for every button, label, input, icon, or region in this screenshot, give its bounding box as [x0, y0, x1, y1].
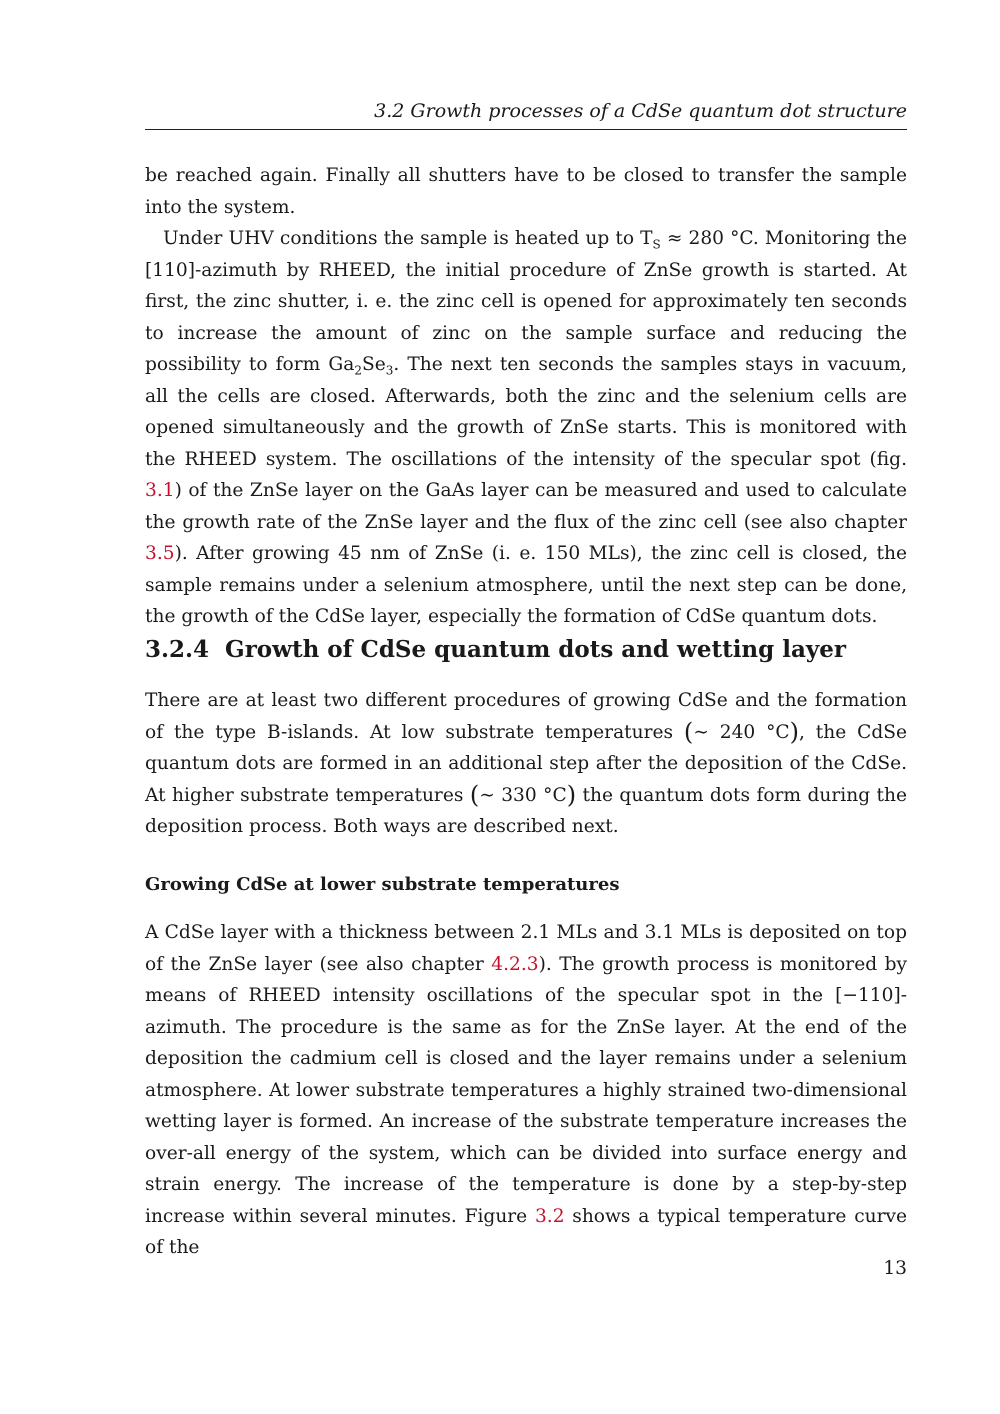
p2-text-4: ) of the ZnSe layer on the GaAs layer can be measured and used to calculate the growth rate of the ZnSe layer and the flux of the zinc cell (see also chapter	[145, 480, 907, 533]
ga-symbol: Ga	[328, 354, 355, 375]
paragraph-3	[145, 685, 907, 843]
p4-text-1: A CdSe layer with a thickness between 2.1 MLs and 3.1 MLs is deposited on top of the ZnSe layer (see also chapter	[145, 922, 907, 975]
p2-text-3: . The next ten seconds the samples stays in vacuum, all the cells are closed. Afterwards, both the zinc and the selenium cells are opened simultaneously and the growth of ZnSe starts. This is monitored with the RHEED system. The oscillations of the intensity of the specular spot (fig.	[145, 354, 907, 470]
se-symbol: Se	[361, 354, 386, 375]
paragraph-4	[145, 917, 907, 1264]
p2-text-2: ≈ 280 °C. Monitoring the [110]-azimuth by RHEED, the initial procedure of ZnSe growth is started. At first, the zinc shutter, i. e. the zinc cell is opened for approximately ten seconds to increase the amount of zinc on the sample surface and reducing the possibility to form	[145, 228, 907, 375]
left-paren-1: (	[683, 717, 694, 746]
chapter-ref-4-2-3[interactable]: 4.2.3	[491, 953, 539, 975]
page-number: 13	[883, 1258, 907, 1279]
p4-text-3: shows a typical temperature curve of the	[145, 1205, 907, 1258]
temperature-low: ∼ 240 °C	[693, 721, 790, 743]
ts-subscript: S	[652, 237, 661, 252]
p2-text-1: Under UHV conditions the sample is heated up to T	[163, 228, 653, 249]
p4-text-2: ). The growth process is monitored by means of RHEED intensity oscillations of the specular spot in the [−110]-azimuth. The procedure is the same as for the ZnSe layer. At the end of the deposition the cadmium cell is closed and the layer remains under a selenium atmosphere. At lower substrate temperatures a highly strained two-dimensional wetting layer is formed. An increase of the substrate temperature increases the over-all energy of the system, which can be divided into surface energy and strain energy. The increase of the temperature is done by a step-by-step increase within several minutes. Figure	[145, 953, 907, 1227]
left-paren-2: (	[469, 780, 480, 809]
ga-subscript: 2	[354, 363, 362, 378]
paragraph-1: be reached again. Finally all shutters have to be closed to transfer the sample into the system.	[145, 165, 907, 218]
chapter-ref-3-5[interactable]: 3.5	[145, 543, 175, 564]
p3-text-1: There are at least two different procedures of growing CdSe and the formation of the type B-islands. At low substrate temperatures	[145, 690, 907, 743]
subsection-heading: Growing CdSe at lower substrate temperatures	[145, 874, 620, 895]
section-title: Growth of CdSe quantum dots and wetting layer	[225, 636, 847, 663]
p3-text-2: , the CdSe quantum dots are formed in an additional step after the deposition of the CdSe. At higher substrate temperatures	[145, 721, 907, 806]
right-paren-2: )	[566, 780, 577, 809]
section-number: 3.2.4	[145, 636, 210, 663]
figure-ref-3-2[interactable]: 3.2	[534, 1205, 565, 1227]
section-heading	[145, 636, 846, 663]
temperature-high: ∼ 330 °C	[479, 784, 567, 806]
p3-text-3: the quantum dots form during the deposition process. Both ways are described next.	[145, 784, 907, 837]
p2-text-5: ). After growing 45 nm of ZnSe (i. e. 150 MLs), the zinc cell is closed, the sample remains under a selenium atmosphere, until the next step can be done, the growth of the CdSe layer, especially the formation of CdSe quantum dots.	[145, 543, 907, 627]
figure-ref-3-1[interactable]: 3.1	[145, 480, 175, 501]
se-subscript: 3	[385, 363, 394, 378]
paragraph-2	[145, 223, 907, 633]
running-header: 3.2 Growth processes of a CdSe quantum dot structure	[374, 100, 907, 122]
text-block-3	[145, 917, 907, 1264]
text-block-1	[145, 160, 907, 633]
right-paren-1: )	[789, 717, 800, 746]
header-rule	[145, 129, 907, 130]
text-block-2	[145, 685, 907, 843]
